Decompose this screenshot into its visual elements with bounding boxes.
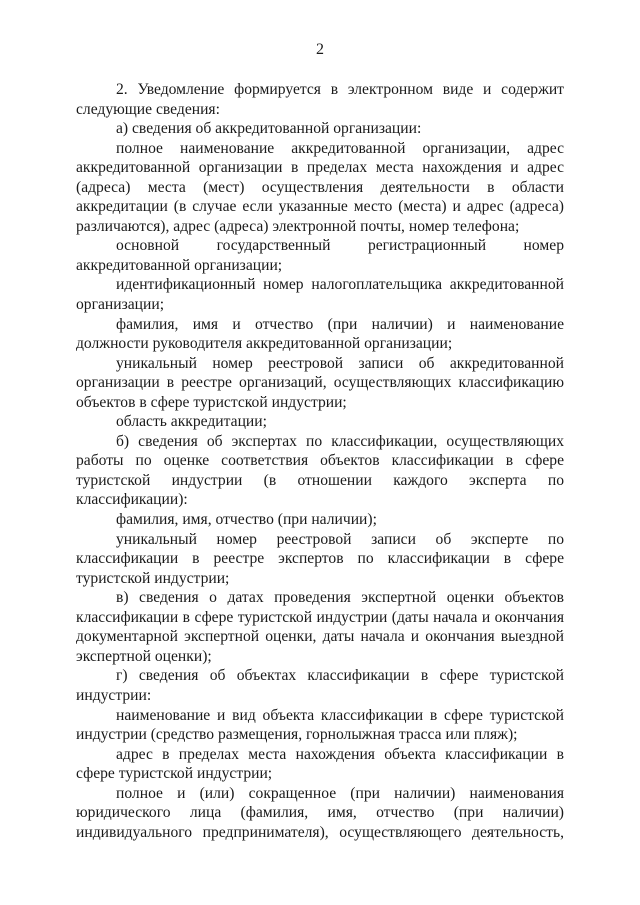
paragraph-inn: идентификационный номер налогоплательщика аккредитованной организации; [76, 276, 564, 314]
paragraph-object-name: наименование и вид объекта классификации в сфере туристской индустрии (средство размещения, горнолыжная трасса или пляж); [76, 706, 564, 744]
paragraph-subitem-a: а) сведения об аккредитованной организации: [116, 120, 422, 138]
paragraph-expert-name: фамилия, имя, отчество (при наличии); [116, 511, 377, 529]
paragraph-registry-number: уникальный номер реестровой записи об аккредитованной организации в реестре организаций, осуществляющих классификацию объектов в сфере туристской индустрии; [76, 354, 564, 411]
paragraph-subitem-g: г) сведения об объектах классификации в сфере туристской индустрии: [76, 667, 564, 704]
paragraph-object-address: адрес в пределах места нахождения объекта классификации в сфере туристской индустрии; [76, 745, 564, 783]
paragraph-accreditation-area: область аккредитации; [116, 413, 267, 431]
paragraph-expert-registry: уникальный номер реестровой записи об эксперте по классификации в реестре экспертов по классификации в сфере туристской индустрии; [76, 530, 564, 587]
paragraph-item-2: 2. Уведомление формируется в электронном виде и содержит следующие сведения: [76, 81, 564, 118]
paragraph-legal-entity: полное и (или) сокращенное (при наличии) наименования юридического лица (фамилия, имя, отчество (при наличии) индивидуального предпринимателя), осуществляющего деятельность, [76, 784, 564, 841]
document-body [76, 80, 564, 842]
paragraph-org-name-address: полное наименование аккредитованной организации, адрес аккредитованной организации в пределах места нахождения и адрес (адреса) места (мест) осуществления деятельности в области аккредитации (в случае если указанные место (места) и адрес (адреса) различаются), адрес (адреса) электронной почты, номер телефона; [76, 139, 564, 235]
paragraph-subitem-v: в) сведения о датах проведения экспертной оценки объектов классификации в сфере туристской индустрии (даты начала и окончания документарной экспертной оценки, даты начала и окончания выездной экспертной оценки); [76, 589, 564, 665]
page-number: 2 [316, 41, 324, 58]
paragraph-subitem-b: б) сведения об экспертах по классификации, осуществляющих работы по оценке соответствия объектов классификации в сфере туристской индустрии (в отношении каждого эксперта по классификации): [76, 432, 564, 509]
paragraph-ogrn: основной государственный регистрационный номер аккредитованной организации; [76, 237, 564, 274]
paragraph-director: фамилия, имя и отчество (при наличии) и наименование должности руководителя аккредитованной организации; [76, 315, 564, 353]
